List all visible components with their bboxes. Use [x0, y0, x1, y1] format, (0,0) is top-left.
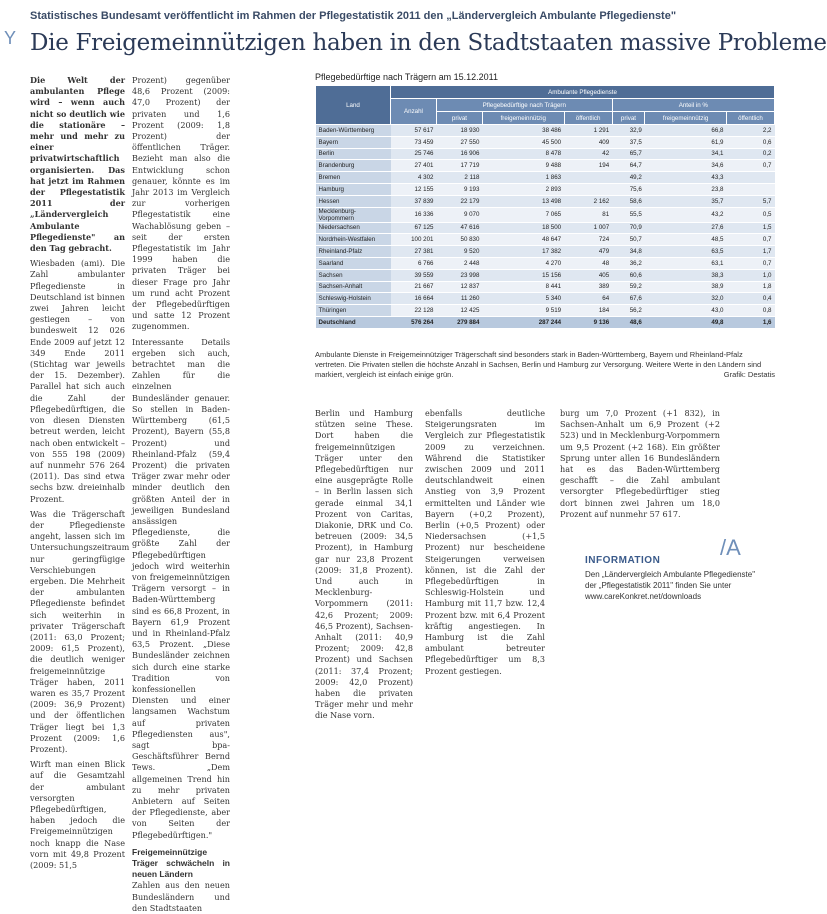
- col-header-group: Ambulante Pflegedienste: [391, 86, 775, 99]
- cell-value: 5 340: [482, 293, 564, 305]
- body-paragraph: burg um 7,0 Prozent (+1 832), in Sachsen-Anhalt um 6,9 Prozent (+2 523) und in Mecklenburg-Vorpommern um 9,5 Prozent (+2 168). Ein größter Sprung unter allen 16 Bundesländern hat es das Baden-Württemberg geschafft – die Zahl ambulant versorgter Pflegebedürftiger stieg dort binnen zwei Jahren um 18,0 Prozent auf nunmehr 57 617.: [560, 408, 720, 519]
- cell-value: 57 617: [391, 125, 437, 137]
- cell-value: 9 136: [564, 316, 612, 328]
- cell-value: 1 007: [564, 222, 612, 234]
- table-row: [316, 269, 775, 281]
- cell-value: 48: [564, 257, 612, 269]
- cell-value: 59,2: [612, 281, 645, 293]
- table-row: [316, 281, 775, 293]
- cell-value: 16 906: [436, 148, 482, 160]
- cell-land: Hessen: [316, 195, 391, 207]
- cell-value: 21 667: [391, 281, 437, 293]
- cell-value: 0,7: [726, 160, 774, 172]
- kicker: Statistisches Bundesamt veröffentlicht im Rahmen der Pflegestatistik 2011 den „Ländervergleich Ambulante Pflegedienste": [30, 10, 677, 22]
- cell-value: 43,3: [645, 172, 727, 184]
- table-row: [316, 246, 775, 258]
- cell-value: 60,6: [612, 269, 645, 281]
- cell-value: 25 746: [391, 148, 437, 160]
- table-row: [316, 160, 775, 172]
- cell-value: 2 118: [436, 172, 482, 184]
- article-column-5: [560, 408, 720, 558]
- cell-value: 0,4: [726, 293, 774, 305]
- cell-value: 47 616: [436, 222, 482, 234]
- cell-value: 38,3: [645, 269, 727, 281]
- cell-value: 65,7: [612, 148, 645, 160]
- cell-value: 23 998: [436, 269, 482, 281]
- cell-value: 16 664: [391, 293, 437, 305]
- cell-land: Mecklenburg-Vorpommern: [316, 207, 391, 222]
- article-column-2: [132, 75, 230, 913]
- cell-value: 81: [564, 207, 612, 222]
- cell-land: Schleswig-Holstein: [316, 293, 391, 305]
- cell-land: Deutschland: [316, 316, 391, 328]
- cell-value: 6 766: [391, 257, 437, 269]
- cell-value: 1,0: [726, 269, 774, 281]
- cell-value: 63,1: [645, 257, 727, 269]
- table-row: [316, 305, 775, 317]
- cell-value: 2,2: [726, 125, 774, 137]
- cell-value: 576 264: [391, 316, 437, 328]
- subheading: Freigemeinnützige Träger schwächeln in neuen Ländern: [132, 846, 230, 880]
- body-paragraph: Wiesbaden (ami). Die Zahl ambulanter Pflegedienste in Deutschland ist binnen zwei Jahren leicht gestiegen – von bundesweit 12 026 Ende 2009 auf jetzt 12 349 Ende 2011 (Stichtag war jeweils der 15. Dezember). Parallel hat sich auch die Zahl der Pflegebedürftigen, die von diesen Diensten betreut werden, leicht nach oben entwickelt – von 555 198 (2009) auf nunmehr 576 264 (2011). Das sind etwa sechs bzw. dreieinhalb Prozent.: [30, 258, 125, 504]
- cell-value: 13 498: [482, 195, 564, 207]
- cell-value: 0,7: [726, 257, 774, 269]
- cell-value: 9 070: [436, 207, 482, 222]
- cell-value: 61,9: [645, 136, 727, 148]
- info-mark-icon: /A: [720, 535, 741, 560]
- cell-value: 37,5: [612, 136, 645, 148]
- info-box: [585, 535, 765, 602]
- cell-value: 34,1: [645, 148, 727, 160]
- col-header-anteil-oeffentl: öffentlich: [726, 112, 774, 125]
- cell-value: 2 448: [436, 257, 482, 269]
- cell-value: 22 179: [436, 195, 482, 207]
- info-title: INFORMATION: [585, 555, 661, 566]
- cell-value: 1,7: [726, 246, 774, 258]
- cell-value: 1 291: [564, 125, 612, 137]
- cell-value: 75,6: [612, 183, 645, 195]
- col-header-privat: privat: [436, 112, 482, 125]
- cell-value: 64,7: [612, 160, 645, 172]
- cell-value: 389: [564, 281, 612, 293]
- cell-value: 9 488: [482, 160, 564, 172]
- cell-value: 287 244: [482, 316, 564, 328]
- col-header-anteil: Anteil in %: [612, 99, 774, 112]
- cell-value: 18 500: [482, 222, 564, 234]
- cell-value: 0,8: [726, 305, 774, 317]
- cell-value: 2 162: [564, 195, 612, 207]
- cell-value: 23,8: [645, 183, 727, 195]
- article-column-1: [30, 75, 130, 871]
- body-paragraph: Wirft man einen Blick auf die Gesamtzahl der ambulant versorgten Pflegebedürftigen, haben jedoch die Freigemeinnützigen noch knapp die Nase vorn mit 49,8 Prozent (2009: 51,5: [30, 759, 125, 871]
- col-header-oeffentl: öffentlich: [564, 112, 612, 125]
- cell-value: 64: [564, 293, 612, 305]
- col-header-anteil-privat: privat: [612, 112, 645, 125]
- cell-value: 5,7: [726, 195, 774, 207]
- cell-value: 73 459: [391, 136, 437, 148]
- cell-value: 194: [564, 160, 612, 172]
- cell-value: 405: [564, 269, 612, 281]
- cell-land: Nordrhein-Westfalen: [316, 234, 391, 246]
- cell-value: 35,7: [645, 195, 727, 207]
- cell-land: Niedersachsen: [316, 222, 391, 234]
- cell-value: 2 893: [482, 183, 564, 195]
- cell-value: 48 647: [482, 234, 564, 246]
- cell-land: Sachsen: [316, 269, 391, 281]
- cell-value: 18 930: [436, 125, 482, 137]
- table-row: [316, 183, 775, 195]
- table-row: [316, 234, 775, 246]
- cell-value: 1,5: [726, 222, 774, 234]
- col-header-land: Land: [316, 86, 391, 125]
- cell-value: 1 863: [482, 172, 564, 184]
- caption-text: Ambulante Dienste in Freigemeinnütziger Trägerschaft sind besonders stark in Baden-Württemberg, Bayern und Rheinland-Pfalz vertreten. Die Privaten stellen die höchste Anzahl in Sachsen, Berlin und Hamburg zur Versorgung. Weitere Werte in den Ländern sind markiert, vergleich ist einfach einige grün.: [315, 350, 762, 379]
- cell-value: [726, 172, 774, 184]
- cell-value: 0,7: [726, 234, 774, 246]
- cell-value: 48,6: [612, 316, 645, 328]
- table-row: [316, 293, 775, 305]
- cell-land: Bremen: [316, 172, 391, 184]
- cell-value: 39 559: [391, 269, 437, 281]
- cell-value: 70,9: [612, 222, 645, 234]
- cell-value: 55,5: [612, 207, 645, 222]
- cell-value: 724: [564, 234, 612, 246]
- table-row-total: [316, 316, 775, 328]
- body-paragraph: Zahlen aus den neuen Bundesländern und den Stadtstaaten: [132, 880, 230, 913]
- table-row: [316, 195, 775, 207]
- cell-value: 27,6: [645, 222, 727, 234]
- cell-value: 100 201: [391, 234, 437, 246]
- page-title: Die Freigemeinnützigen haben in den Stadtstaaten massive Probleme: [30, 30, 827, 56]
- cell-value: 27 401: [391, 160, 437, 172]
- cell-value: 279 884: [436, 316, 482, 328]
- table-row: [316, 207, 775, 222]
- col-header-traeger: Pflegebedürftige nach Trägern: [436, 99, 612, 112]
- body-paragraph: Was die Trägerschaft der Pflegedienste angeht, lassen sich im Untersuchungszeitraum nur geringfügige Verschiebungen ergeben. Die Mehrheit der ambulanten Pflegedienste befindet sich weiterhin in privater Trägerschaft (2011: 63,0 Prozent; 2009: 61,5 Prozent), die deutlich weniger freigemeinnützige Träger haben, 2011 waren es 35,7 Prozent (2009: 36,9 Prozent) und der öffentlichen Träger liegt bei 1,3 Prozent (2009: 1,6 Prozent).: [30, 508, 130, 754]
- body-paragraph: Interessante Details ergeben sich auch, betrachtet man die Zahlen für die einzelnen Bundesländer genauer. So stellen in Baden-Württemberg (61,5 Prozent), Bayern (55,8 Prozent) und Rheinland-Pfalz (59,4 Prozent) die privaten Träger zwar mehr oder minder deutlich den größten Anteil der in jeweiligen Bundesland ansässigen Pflegedienste, die größte Zahl der Pflegebedürftigen jedoch wird weiterhin von freigemeinnützigen Trägern versorgt – in Baden-Württemberg sind es 66,8 Prozent, in Bayern 61,9 Prozent und in Rheinland-Pfalz 63,5 Prozent. „Diese Bundesländer zeichnen sich durch eine starke Tradition von konfessionellen Diensten und einer langsamen Wachstum auf privaten Pflegediensten aus", sagt bpa-Geschäftsführer Bernd Tews. „Dem allgemeinen Trend hin zu mehr privaten Anbietern auf Seiten der Pflegedienste, aber von Seiten der Pflegebedürftigen.": [132, 336, 230, 840]
- cell-land: Brandenburg: [316, 160, 391, 172]
- cell-value: 9 519: [482, 305, 564, 317]
- cell-value: 50 830: [436, 234, 482, 246]
- table-row: [316, 136, 775, 148]
- caption-credit: Grafik: Destatis: [723, 370, 775, 379]
- col-header-anteil-freigem: freigemeinnützig: [645, 112, 727, 125]
- cell-value: 56,2: [612, 305, 645, 317]
- col-header-freigem: freigemeinnützig: [482, 112, 564, 125]
- cell-land: Rheinland-Pfalz: [316, 246, 391, 258]
- cell-value: 409: [564, 136, 612, 148]
- cell-value: 38,9: [645, 281, 727, 293]
- statistics-table: [315, 85, 775, 329]
- cell-value: 66,8: [645, 125, 727, 137]
- cell-value: 49,8: [645, 316, 727, 328]
- cell-value: 58,6: [612, 195, 645, 207]
- cell-value: 22 128: [391, 305, 437, 317]
- article-column-4: [425, 408, 545, 680]
- cell-value: 37 839: [391, 195, 437, 207]
- article-column-3: [315, 408, 413, 721]
- cell-value: 67,6: [612, 293, 645, 305]
- cell-land: Baden-Württemberg: [316, 125, 391, 137]
- cell-value: 8 478: [482, 148, 564, 160]
- lead-paragraph: Die Welt der ambulanten Pflege wird – wenn auch nicht so deutlich wie die stationäre – mehr und mehr zu einer privatwirtschaftlich organisierten. Das hat jetzt im Rahmen der Pflegestatistik 2011 der „Ländervergleich Ambulante Pflegedienste" an den Tag gebracht.: [30, 75, 125, 254]
- cell-value: [726, 183, 774, 195]
- cell-value: 34,8: [612, 246, 645, 258]
- cell-value: 11 260: [436, 293, 482, 305]
- cell-value: 17 382: [482, 246, 564, 258]
- cell-value: 48,5: [645, 234, 727, 246]
- cell-value: 27 381: [391, 246, 437, 258]
- cell-value: 27 550: [436, 136, 482, 148]
- cell-value: 1,8: [726, 281, 774, 293]
- body-paragraph: Berlin und Hamburg stützen seine These. Dort haben die freigemeinnützigen Träger unter den Pflegebedürftigen nur eine ausgeprägte Rolle – in Berlin lassen sich gerade einmal 34,1 Prozent von Caritas, Diakonie, DRK und Co. betreuen (2009: 34,5 Prozent), in Hamburg gar nur 23,8 Prozent (2009: 31,8 Prozent). Und auch in Mecklenburg-Vorpommern (2011: 42,6 Prozent; 2009: 46,5 Prozent), Sachsen-Anhalt (2011: 40,9 Prozent; 2009: 42,8 Prozent) und Sachsen (2011: 37,4 Prozent; 2009: 42,0 Prozent) haben die privaten Träger mehr und mehr die Nase vorn.: [315, 408, 413, 721]
- cell-value: [564, 172, 612, 184]
- table-row: [316, 125, 775, 137]
- table-title: Pflegebedürftige nach Trägern am 15.12.2011: [315, 72, 498, 82]
- table-row: [316, 222, 775, 234]
- cell-value: 9 193: [436, 183, 482, 195]
- cell-value: 4 302: [391, 172, 437, 184]
- cell-value: 67 125: [391, 222, 437, 234]
- table-caption: [315, 350, 775, 380]
- cell-value: 17 719: [436, 160, 482, 172]
- cell-value: 34,6: [645, 160, 727, 172]
- cell-value: 4 270: [482, 257, 564, 269]
- cell-value: 0,2: [726, 148, 774, 160]
- cell-value: [564, 183, 612, 195]
- cell-value: 479: [564, 246, 612, 258]
- cell-value: 36,2: [612, 257, 645, 269]
- cell-land: Thüringen: [316, 305, 391, 317]
- col-header-anzahl: Anzahl: [391, 99, 437, 125]
- cell-value: 184: [564, 305, 612, 317]
- cell-land: Berlin: [316, 148, 391, 160]
- cell-land: Bayern: [316, 136, 391, 148]
- cell-value: 12 155: [391, 183, 437, 195]
- cell-land: Saarland: [316, 257, 391, 269]
- cell-value: 50,7: [612, 234, 645, 246]
- cell-land: Sachsen-Anhalt: [316, 281, 391, 293]
- table-row: [316, 257, 775, 269]
- cell-value: 15 156: [482, 269, 564, 281]
- cell-value: 7 065: [482, 207, 564, 222]
- cell-value: 0,5: [726, 207, 774, 222]
- cell-value: 12 425: [436, 305, 482, 317]
- cell-value: 12 837: [436, 281, 482, 293]
- cell-value: 42: [564, 148, 612, 160]
- cell-value: 45 500: [482, 136, 564, 148]
- cell-value: 9 520: [436, 246, 482, 258]
- body-paragraph: Prozent) gegenüber 48,6 Prozent (2009: 47,0 Prozent) der privaten und 1,6 Prozent (2009: 1,8 Prozent) der öffentlichen Träger. Bezieht man also die Entwicklung schon genauer, könnte es im Jahr 2013 im Vergleich zur vorherigen Pflegestatistik eine Wachablösung geben – seit der ersten Pflegestatistik im Jahr 1999 haben die privaten Träger bei dieser Frage pro Jahr um rund acht Prozent der Pflegebedürftigen und satte 12 Prozent zugenommen.: [132, 75, 230, 332]
- cell-value: 63,5: [645, 246, 727, 258]
- cell-value: 38 486: [482, 125, 564, 137]
- cell-value: 1,6: [726, 316, 774, 328]
- info-text: Den „Ländervergleich Ambulante Pflegedienste" der „Pflegestatistik 2011" finden Sie unter www.careKonkret.net/downloads: [585, 570, 756, 601]
- cell-value: 8 441: [482, 281, 564, 293]
- magazine-logo: Y: [4, 28, 17, 48]
- cell-value: 32,0: [645, 293, 727, 305]
- table-row: [316, 148, 775, 160]
- cell-value: 43,2: [645, 207, 727, 222]
- cell-value: 49,2: [612, 172, 645, 184]
- body-paragraph: ebenfalls deutliche Steigerungsraten im Vergleich zur Pflegestatistik 2009 zu verzeichnen. Während die Statistiker zwischen 2009 und 2011 deutschlandweit einen Anstieg von 3,9 Prozent ermittelten und Länder wie Bayern (+0,2 Prozent), Berlin (+0,5 Prozent) oder Niedersachsen (+1,5 Prozent) nur bescheidene Steigerungen verweisen können, ist die Zahl der Pflegebedürftigen in Schleswig-Holstein und Hamburg mit 11,7 bzw. 12,4 Prozent bzw. mit 6,4 Prozent kräftig angestiegen. In Hamburg ist die Zahl ambulant betreuter Pflegebedürftiger um 8,3 Prozent gestiegen.: [425, 408, 545, 676]
- cell-value: 16 336: [391, 207, 437, 222]
- table-row: [316, 172, 775, 184]
- cell-value: 32,9: [612, 125, 645, 137]
- cell-value: 0,6: [726, 136, 774, 148]
- cell-value: 43,0: [645, 305, 727, 317]
- cell-land: Hamburg: [316, 183, 391, 195]
